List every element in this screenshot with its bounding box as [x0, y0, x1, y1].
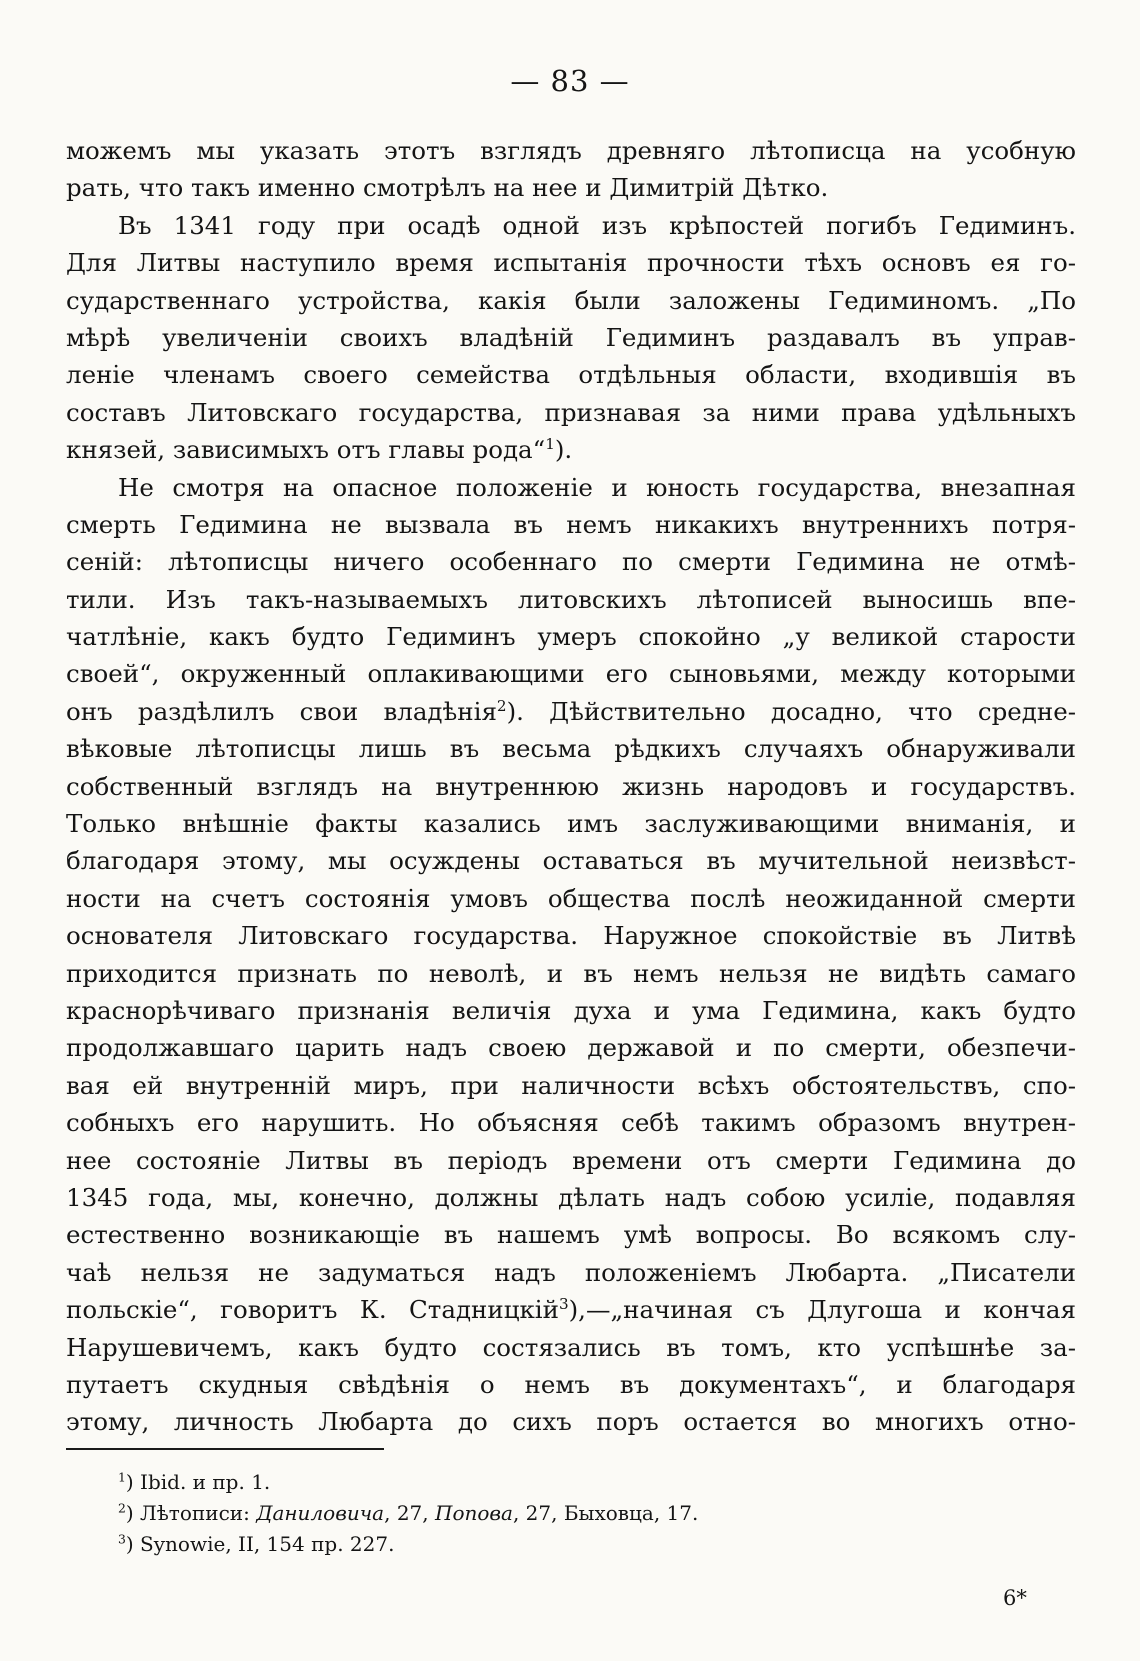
- footnote-mark: 2: [118, 1500, 126, 1516]
- text-line: [66, 431, 1076, 468]
- text-line-content: путаетъ скудныя свѣдѣнія о немъ въ документахъ“, и благодаря: [66, 1369, 1076, 1399]
- text-line: [66, 282, 1076, 319]
- text-line-content: 1345 года, мы, конечно, должны дѣлать надъ собою усиліе, подавляя: [66, 1182, 1076, 1212]
- text-line: [66, 655, 1076, 692]
- text-line: [66, 842, 1076, 879]
- body-text: [66, 132, 1076, 1441]
- text-line-content: Для Литвы наступило время испытанія прочности тѣхъ основъ ея го-: [66, 248, 1076, 278]
- text-line-content: основателя Литовскаго государства. Наружное спокойствіе въ Литвѣ: [66, 921, 1076, 951]
- text-line-content: Нарушевичемъ, какъ будто состязались въ томъ, кто успѣшнѣе за-: [66, 1332, 1076, 1362]
- text-line-content: Въ 1341 году при осадѣ одной изъ крѣпостей погибъ Гедиминъ.: [118, 210, 1076, 240]
- footnote-text: , 27, Быховца, 17.: [512, 1501, 699, 1525]
- text-line-content: князей, зависимыхъ отъ главы рода“: [66, 435, 546, 465]
- footnote-separator: [66, 1448, 384, 1450]
- text-line-content: краснорѣчиваго признанія величія духа и ума Гедимина, какъ будто: [66, 995, 1076, 1025]
- footnote: [118, 1498, 1018, 1529]
- footnote-text: ) Ibid. и пр. 1.: [125, 1470, 271, 1494]
- text-line-content: продолжавшаго царить надъ своею державой и по смерти, обезпечи-: [66, 1033, 1076, 1063]
- text-line-content: тили. Изъ такъ-называемыхъ литовскихъ лѣтописей выносишь впе-: [66, 584, 1076, 614]
- text-line: [66, 730, 1076, 767]
- footnote-ref: 3: [558, 1294, 569, 1313]
- footnote: [118, 1467, 1018, 1498]
- text-line-content: приходится признать по неволѣ, и въ немъ нельзя не видѣть самаго: [66, 958, 1076, 988]
- text-line: [66, 880, 1076, 917]
- footnote-text: ) Лѣтописи:: [125, 1501, 257, 1525]
- text-line-content: благодаря этому, мы осуждены оставаться въ мучительной неизвѣст-: [66, 846, 1076, 876]
- text-line-content: мѣрѣ увеличеніи своихъ владѣній Гедиминъ раздавалъ въ управ-: [66, 322, 1076, 352]
- text-line-content: ности на счетъ состоянія умовъ общества послѣ неожиданной смерти: [66, 883, 1076, 913]
- text-line-content: онъ раздѣлилъ свои владѣнія: [66, 696, 497, 726]
- footnote-ref: 1: [545, 434, 555, 453]
- text-line-content: этому, личность Любарта до сихъ поръ остается во многихъ отно-: [66, 1407, 1076, 1437]
- text-line: [66, 1216, 1076, 1253]
- text-line-content: Только внѣшніе факты казались имъ заслуживающими вниманія, и: [66, 809, 1076, 839]
- text-line-content: рать, что такъ именно смотрѣлъ на нее и Димитрій Дѣтко.: [66, 173, 829, 203]
- text-line: [66, 1329, 1076, 1366]
- text-line: [66, 1142, 1076, 1179]
- text-line-content: естественно возникающіе въ нашемъ умѣ вопросы. Во всякомъ слу-: [66, 1220, 1076, 1250]
- text-line: [66, 506, 1076, 543]
- text-line: [66, 1291, 1076, 1328]
- text-line-content: своей“, окруженный оплакивающими его сыновьями, между которыми: [66, 659, 1076, 689]
- footnote: [118, 1529, 1018, 1560]
- text-line-content: сеній: лѣтописцы ничего особеннаго по смерти Гедимина не отмѣ-: [66, 547, 1076, 577]
- text-line: [66, 207, 1076, 244]
- text-line: [66, 1403, 1076, 1440]
- footnote-mark: 3: [118, 1531, 126, 1547]
- footnote-mark: 1: [118, 1469, 126, 1485]
- text-line: [66, 581, 1076, 618]
- signature-mark: 6*: [1003, 1586, 1027, 1610]
- text-line-content: вая ей внутренній миръ, при наличности всѣхъ обстоятельствъ, спо-: [66, 1070, 1076, 1100]
- text-line: [66, 955, 1076, 992]
- text-line-content: чаѣ нельзя не задуматься надъ положеніемъ Любарта. „Писатели: [66, 1257, 1076, 1287]
- text-line-content: смерть Гедимина не вызвала въ немъ никакихъ внутреннихъ потря-: [66, 509, 1076, 539]
- footnote-author: Даниловича: [256, 1501, 385, 1525]
- text-line-content: польскіе“, говоритъ К. Стадницкій: [66, 1295, 559, 1325]
- footnote-text: ) Synowie, II, 154 пр. 227.: [125, 1532, 395, 1556]
- footnote-author: Попова: [435, 1501, 513, 1525]
- text-line-content: вѣковые лѣтописцы лишь въ весьма рѣдкихъ случаяхъ обнаруживали: [66, 734, 1076, 764]
- text-line: [66, 1254, 1076, 1291]
- text-line: [66, 1029, 1076, 1066]
- text-line: [66, 917, 1076, 954]
- footnote-text: , 27,: [384, 1501, 435, 1525]
- text-line-content: собныхъ его нарушить. Но объясняя себѣ такимъ образомъ внутрен-: [66, 1108, 1076, 1138]
- text-line-continuation: ). Дѣйствительно досадно, что средне-: [506, 696, 1076, 726]
- text-line: [66, 356, 1076, 393]
- text-line-content: собственный взглядъ на внутреннюю жизнь народовъ и государствъ.: [66, 771, 1076, 801]
- text-line-content: чатлѣніе, какъ будто Гедиминъ умеръ спокойно „у великой старости: [66, 622, 1076, 652]
- text-line: [66, 693, 1076, 730]
- text-line-content: можемъ мы указать этотъ взглядъ древняго лѣтописца на усобную: [66, 136, 1076, 165]
- text-line: [66, 244, 1076, 281]
- text-line-continuation: ).: [554, 435, 573, 465]
- text-line-content: сударственнаго устройства, какія были заложены Гедиминомъ. „По: [66, 285, 1076, 315]
- text-line: [66, 768, 1076, 805]
- footnote-ref: 2: [496, 696, 507, 715]
- text-line-content: леніе членамъ своего семейства отдѣльныя области, входившія въ: [66, 360, 1076, 390]
- text-line: [66, 805, 1076, 842]
- text-line: [66, 1179, 1076, 1216]
- text-line: [66, 319, 1076, 356]
- text-line: [66, 992, 1076, 1029]
- text-line: [66, 618, 1076, 655]
- text-line: [66, 469, 1076, 506]
- text-line: [66, 132, 1076, 169]
- text-line: [66, 543, 1076, 580]
- text-line-content: Не смотря на опасное положеніе и юность государства, внезапная: [118, 472, 1076, 502]
- text-line: [66, 169, 1076, 206]
- text-line: [66, 394, 1076, 431]
- page-number: — 83 —: [510, 64, 630, 98]
- footnotes: [118, 1467, 1018, 1560]
- text-line-content: нее состояніе Литвы въ періодъ времени отъ смерти Гедимина до: [66, 1145, 1076, 1175]
- text-line: [66, 1067, 1076, 1104]
- text-line: [66, 1104, 1076, 1141]
- text-line-content: составъ Литовскаго государства, признавая за ними права удѣльныхъ: [66, 397, 1076, 427]
- text-line: [66, 1366, 1076, 1403]
- text-line-continuation: ),—„начиная съ Длугоша и кончая: [568, 1295, 1076, 1325]
